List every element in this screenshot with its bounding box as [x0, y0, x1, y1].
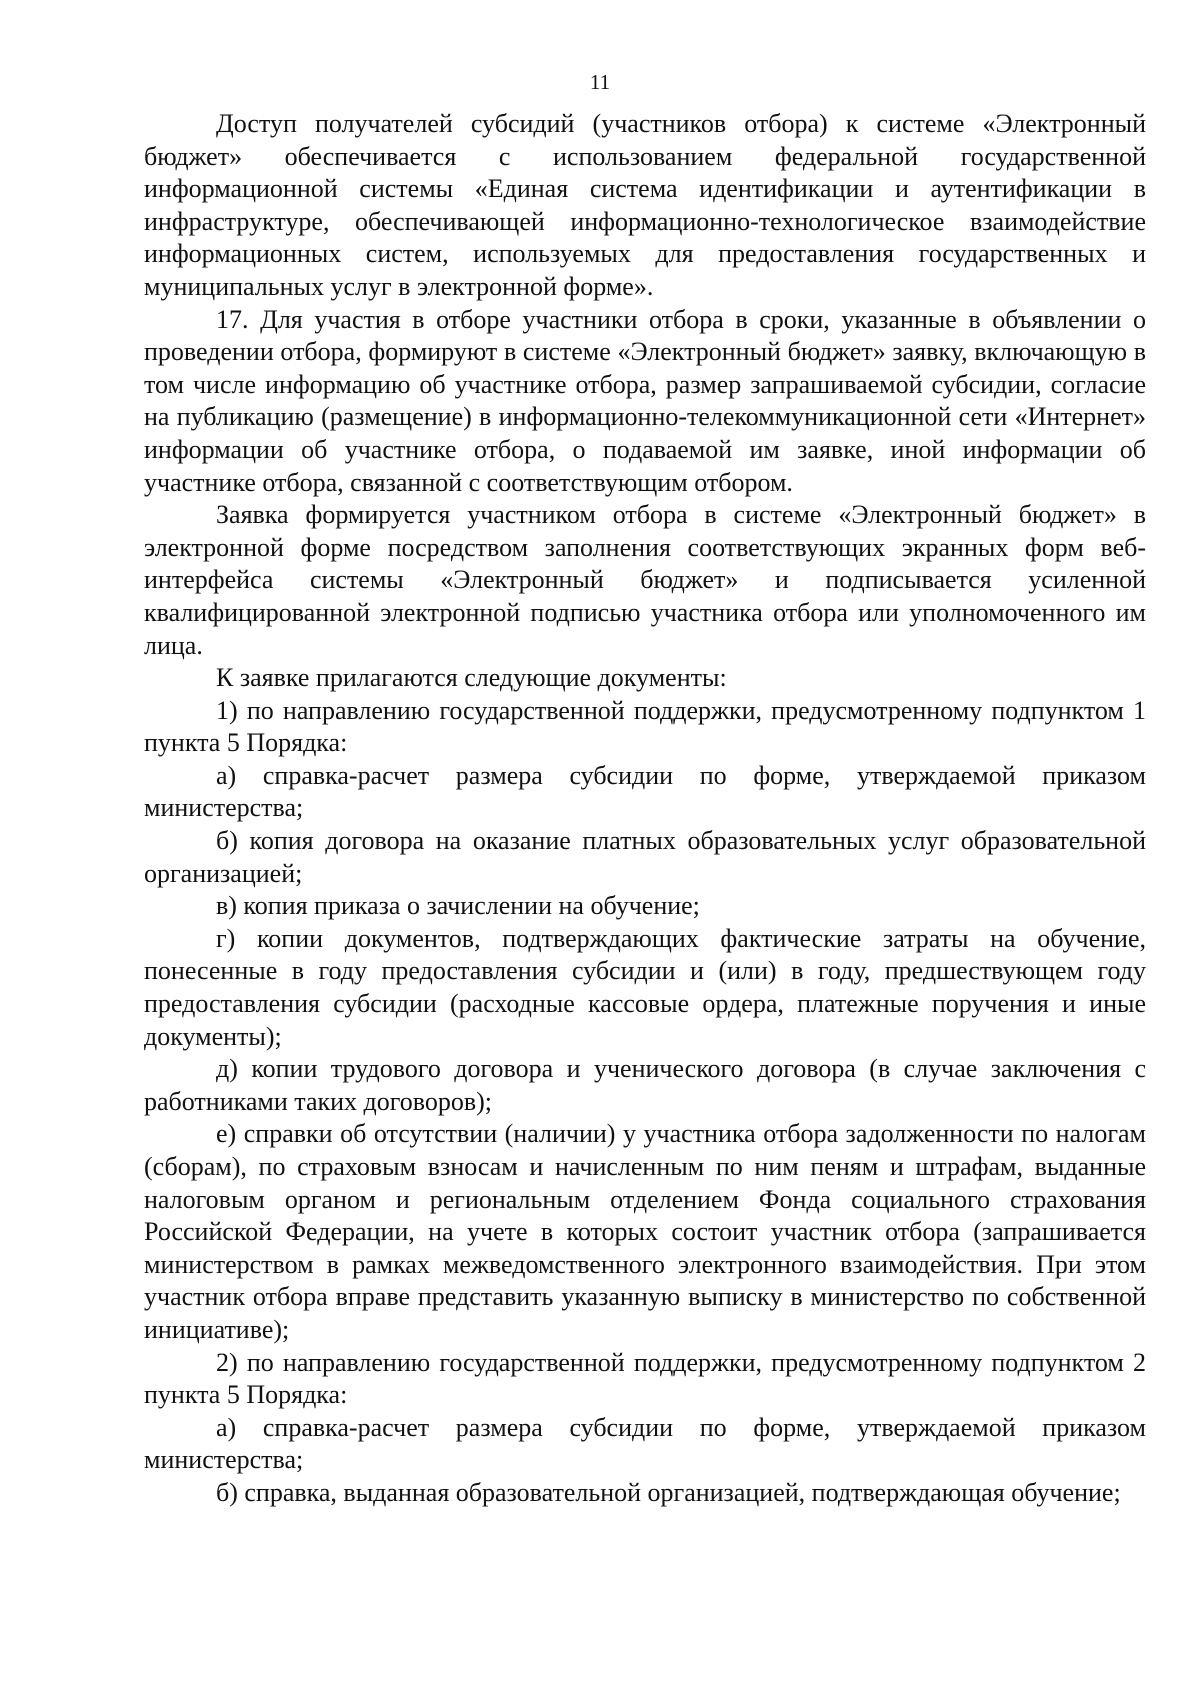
- page-number: 11: [589, 70, 611, 94]
- paragraph-direction-2: 2) по направлению государственной поддержки, предусмотренному подпунктом 2 пункта 5 Порядка:: [144, 1347, 1146, 1410]
- paragraph-application-forming: Заявка формируется участником отбора в системе «Электронный бюджет» в электронной форме посредством заполнения соответствующих экранных форм веб-интерфейса системы «Электронный бюджет» и подписывается усиленной квалифицированной электронной подписью участника отбора или уполномоченного им лица.: [144, 500, 1146, 660]
- document-body: [144, 108, 1146, 1510]
- paragraph-direction-1-item-a: а) справка-расчет размера субсидии по форме, утверждаемой приказом министерства;: [144, 760, 1146, 823]
- paragraph-direction-1-item-g: г) копии документов, подтверждающих фактические затраты на обучение, понесенные в году предоставления субсидии и (или) в году, предшествующем году предоставления субсидии (расходные кассовые ордера, платежные поручения и иные документы);: [144, 923, 1146, 1051]
- paragraph-direction-1-item-b: б) копия договора на оказание платных образовательных услуг образовательной организацией;: [144, 826, 1146, 888]
- paragraph-direction-1-item-v: в) копия приказа о зачислении на обучение;: [216, 891, 700, 921]
- paragraph-access-electronic-budget: Доступ получателей субсидий (участников отбора) к системе «Электронный бюджет» обеспечивается с использованием федеральной государственной информационной системы «Единая система идентификации и аутентификации в инфраструктуре, обеспечивающей информационно-технологическое взаимодействие информационных систем, используемых для предоставления государственных и муниципальных услуг в электронной форме».: [144, 109, 1146, 301]
- paragraph-direction-1-item-e: е) справки об отсутствии (наличии) у участника отбора задолженности по налогам (сборам), по страховым взносам и начисленным по ним пеням и штрафам, выданные налоговым органом и региональным отделением Фонда социального страхования Российской Федерации, на учете в которых состоит участник отбора (запрашивается министерством в рамках межведомственного электронного взаимодействия. При этом участник отбора вправе представить указанную выписку в министерство по собственной инициативе);: [144, 1119, 1146, 1344]
- paragraph-direction-2-item-a: а) справка-расчет размера субсидии по форме, утверждаемой приказом министерства;: [144, 1412, 1146, 1475]
- paragraph-direction-2-item-b: б) справка, выданная образовательной организацией, подтверждающая обучение;: [216, 1477, 1121, 1507]
- paragraph-direction-1: 1) по направлению государственной поддержки, предусмотренному подпунктом 1 пункта 5 Порядка:: [144, 695, 1146, 758]
- paragraph-item-17: 17. Для участия в отборе участники отбора в сроки, указанные в объявлении о проведении отбора, формируют в системе «Электронный бюджет» заявку, включающую в том числе информацию об участнике отбора, размер запрашиваемой субсидии, согласие на публикацию (размещение) в информационно-телекоммуникационной сети «Интернет» информации об участнике отбора, о подаваемой им заявке, иной информации об участнике отбора, связанной с соответствующим отбором.: [144, 304, 1146, 497]
- paragraph-direction-1-item-d: д) копии трудового договора и ученического договора (в случае заключения с работниками таких договоров);: [144, 1054, 1146, 1116]
- paragraph-attached-documents: К заявке прилагаются следующие документы:: [216, 663, 727, 693]
